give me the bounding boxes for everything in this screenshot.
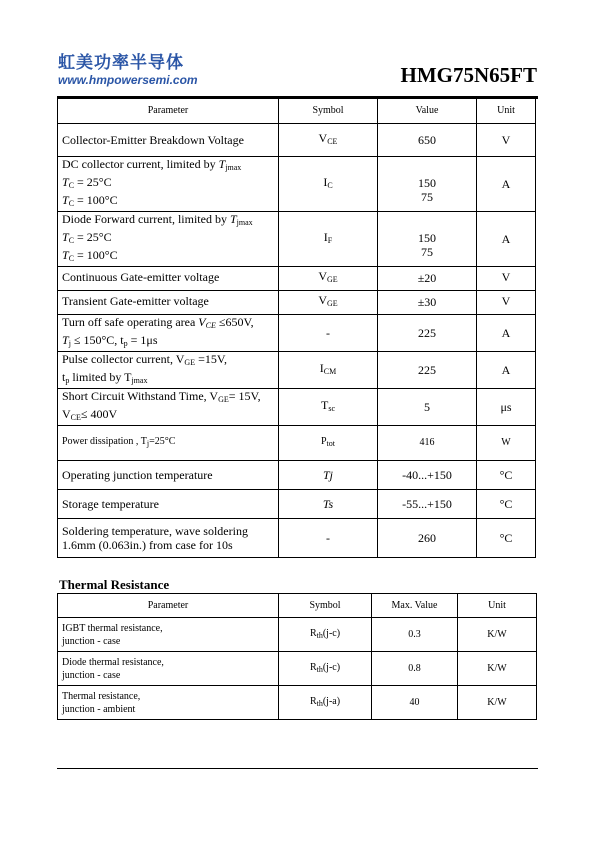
param-cell: Soldering temperature, wave soldering 1.6mm (0.063in.) from case for 10s — [58, 518, 279, 557]
value-cell: ±30 — [378, 290, 477, 314]
value-cell: 0.8 — [372, 652, 458, 686]
symbol-cell: $I_F$ — [279, 211, 378, 266]
col-header-symbol: Symbol — [279, 99, 378, 123]
symbol-cell: $V_{GE}$ — [279, 290, 378, 314]
symbol-cell: $V_{GE}$ — [279, 266, 378, 290]
param-cell: Diode Forward current, limited by $T_{jmax}$ $T_C = 25^\circ C$ $T_C = 100^\circ C$ — [58, 211, 279, 266]
unit-cell: W — [477, 425, 536, 460]
value-cell: 260 — [378, 518, 477, 557]
table-row — [58, 123, 536, 156]
table-row — [58, 290, 536, 314]
param-cell: Thermal resistance, junction - ambient — [58, 686, 279, 720]
param-cell: Diode thermal resistance, junction - case — [58, 652, 279, 686]
unit-cell: V — [477, 290, 536, 314]
unit-cell: A — [477, 351, 536, 388]
symbol-cell: $T_{sc}$ — [279, 388, 378, 425]
value-cell: 650 — [378, 123, 477, 156]
table-row — [58, 686, 537, 720]
value-cell: 150 75 — [378, 211, 477, 266]
value-cell: ±20 — [378, 266, 477, 290]
param-cell: Transient Gate-emitter voltage — [58, 290, 279, 314]
symbol-cell: - — [279, 518, 378, 557]
symbol-cell: $R_{th}(j-c)$ — [279, 618, 372, 652]
value-cell: 40 — [372, 686, 458, 720]
value-cell: -55...+150 — [378, 489, 477, 518]
table-row — [58, 618, 537, 652]
param-cell: Pulse collector current, $V_{GE} =15V$, $t_p$ limited by $T_{jmax}$ — [58, 351, 279, 388]
company-logo — [58, 53, 198, 87]
brand-url: www.hmpowersemi.com — [58, 73, 198, 87]
symbol-cell: $I_{CM}$ — [279, 351, 378, 388]
symbol-cell: Tj — [279, 460, 378, 489]
param-cell: Collector-Emitter Breakdown Voltage — [58, 123, 279, 156]
symbol-cell: $V_{CE}$ — [279, 123, 378, 156]
thermal-resistance-table — [57, 593, 537, 720]
table-row — [58, 460, 536, 489]
unit-cell: A — [477, 156, 536, 211]
symbol-cell: $R_{th}(j-c)$ — [279, 652, 372, 686]
value-cell: 5 — [378, 388, 477, 425]
section-title-thermal: Thermal Resistance — [59, 577, 170, 592]
table-header-row — [58, 99, 536, 123]
unit-cell: K/W — [458, 652, 537, 686]
table-row — [58, 652, 537, 686]
param-cell: Storage temperature — [58, 489, 279, 518]
symbol-cell: $P_{tot}$ — [279, 425, 378, 460]
part-number: HMG75N65FT — [400, 63, 537, 87]
unit-cell: K/W — [458, 686, 537, 720]
unit-cell: °C — [477, 460, 536, 489]
unit-cell: °C — [477, 489, 536, 518]
table-row — [58, 314, 536, 351]
symbol-cell: Ts — [279, 489, 378, 518]
table-row — [58, 489, 536, 518]
param-cell: Operating junction temperature — [58, 460, 279, 489]
value-cell: -40...+150 — [378, 460, 477, 489]
col-header-symbol: Symbol — [279, 594, 372, 618]
table-row — [58, 211, 536, 266]
unit-cell: V — [477, 123, 536, 156]
symbol-cell: $I_C$ — [279, 156, 378, 211]
table-row — [58, 518, 536, 557]
brand-name-cn: 虹美功率半导体 — [58, 53, 184, 73]
col-header-parameter: Parameter — [58, 99, 279, 123]
value-cell: 150 75 — [378, 156, 477, 211]
value-cell: 225 — [378, 314, 477, 351]
param-cell: Continuous Gate-emitter voltage — [58, 266, 279, 290]
param-cell: DC collector current, limited by $T_{jmax}$ $T_C = 25^\circ C$ $T_C = 100^\circ C$ — [58, 156, 279, 211]
param-cell: Power dissipation , $T_j=25^\circ C$ — [58, 425, 279, 460]
value-cell: 225 — [378, 351, 477, 388]
value-cell: 416 — [378, 425, 477, 460]
table-row — [58, 266, 536, 290]
table-row — [58, 156, 536, 211]
col-header-unit: Unit — [477, 99, 536, 123]
col-header-unit: Unit — [458, 594, 537, 618]
unit-cell: A — [477, 211, 536, 266]
col-header-max-value: Max. Value — [372, 594, 458, 618]
unit-cell: A — [477, 314, 536, 351]
symbol-cell: $R_{th}(j-a)$ — [279, 686, 372, 720]
symbol-cell: - — [279, 314, 378, 351]
table-row — [58, 388, 536, 425]
absolute-max-ratings-table — [57, 99, 536, 558]
param-cell: Turn off safe operating area $V_{CE} \le 650V$, $T_j \le 150^\circ C$, $t_p = 1\mu s$ — [58, 314, 279, 351]
value-cell: 0.3 — [372, 618, 458, 652]
table-row — [58, 351, 536, 388]
footer-rule — [57, 768, 538, 769]
unit-cell: °C — [477, 518, 536, 557]
param-cell: Short Circuit Withstand Time, $V_{GE}= 15V$, $V_{CE}\le 400V$ — [58, 388, 279, 425]
unit-cell: V — [477, 266, 536, 290]
table-header-row — [58, 594, 537, 618]
col-header-value: Value — [378, 99, 477, 123]
unit-cell: K/W — [458, 618, 537, 652]
param-cell: IGBT thermal resistance, junction - case — [58, 618, 279, 652]
unit-cell: μs — [477, 388, 536, 425]
col-header-parameter: Parameter — [58, 594, 279, 618]
table-row — [58, 425, 536, 460]
